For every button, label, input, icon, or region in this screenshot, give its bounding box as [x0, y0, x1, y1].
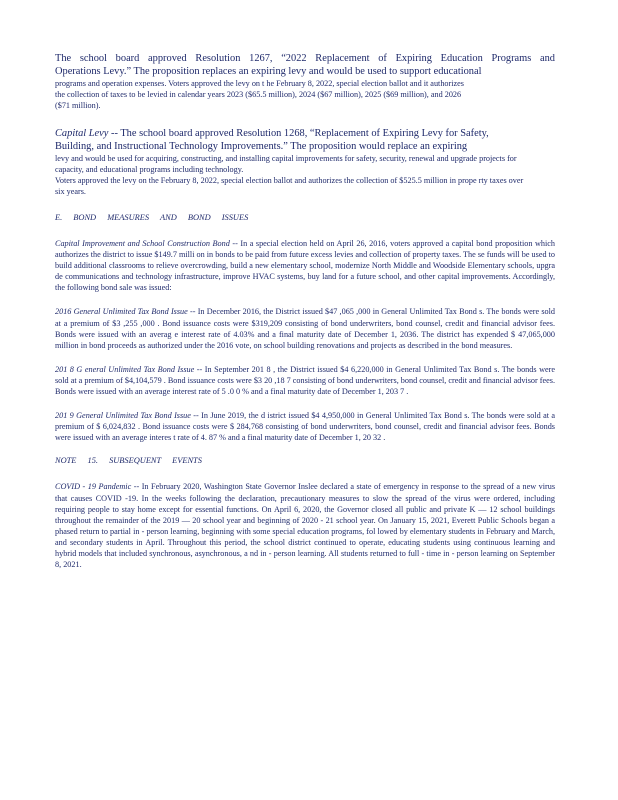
levy-line-1: The school board approved Resolution 1267, “2022 Replacement of Expiring Education Programs and	[55, 53, 555, 64]
capital-levy-lead: Capital Levy	[55, 128, 109, 139]
bond-2016-text: -- In December 2016, the District issued $47 ,065 ,000 in General Unlimited Tax Bond s. The bonds were sold at a premium of $3 ,255 ,000 . Bond issuance costs were $319,209 consisting of bond underwriters, bond counsel, credit and financial advisor fees. Bonds were issued with an averag e interest rate of 4.03% and a final maturity date of December 1, 2036. The district has expended $ 47,065,000 million in bond proceeds as authorized under the 2016 vote, on school building renovations and projects as described in the bond measures.	[55, 307, 555, 350]
bond-intro-lead: Capital Improvement and School Construction Bond	[55, 239, 230, 248]
document-page	[55, 52, 555, 583]
capital-levy-line-2: Building, and Instructional Technology Improvements.” The proposition would replace an expiring	[55, 141, 468, 152]
capital-levy-detail: levy and would be used for acquiring, constructing, and installing capital improvements for safety, security, renewal and upgrade projects for capacity, and educational programs including technology.	[55, 154, 517, 174]
bond-2019-text: -- In June 2019, the d istrict issued $4 4,950,000 in General Unlimited Tax Bond s. The bonds were sold at a premium of $ 6,024,832 . Bond issuance costs were $ 284,768 consisting of bond underwriters, bond counsel, credit and financial advisor fees. Bonds were issued with an average interes t rate of 4. 87 % and a final maturity date of December 1, 20 32 .	[55, 411, 555, 443]
note-15-heading: NOTE 15. SUBSEQUENT EVENTS	[55, 456, 202, 466]
bond-2019-paragraph	[55, 410, 555, 443]
levy-paragraph	[55, 52, 555, 111]
bond-2018-paragraph	[55, 364, 555, 397]
bond-2018-text: -- In September 201 8 , the District issued $4 6,220,000 in General Unlimited Tax Bond s. The bonds were sold at a premium of $4,104,579 . Bond issuance costs were $3 20 ,18 7 consisting of bond underwriters, bond counsel, credit and financial advisor fees. Bonds were issued with an average interest rate of 5 .0 0 % and a final maturity date of December 1, 203 7 .	[55, 364, 555, 397]
bond-2019-lead: 201 9 General Unlimited Tax Bond Issue	[55, 411, 191, 421]
covid-text: -- In February 2020, Washington State Governor Inslee declared a state of emergency in response to the spread of a new virus that causes COVID -19. In the weeks following the declaration, precautionary measures to slow the spread of the virus were ordered, including requiring people to stay home except for essential functions. On April 6, 2020, the Governor closed all public and private K — 12 school buildings throughout the remainder of the 2019 — 20 school year and beginning of 2020 - 21 school year. On January 15, 2021, Everett Public Schools began a phased return to partial in - person learning, beginning with some special education programs, fol lowed by elementary students in February and March, and secondary students in April. Throughout this period, the school district continued to operate, educating students using continuous learning and hybrid models that included synchronous, asynchronous, a nd in - person learning. All students returned to full - time in - person learning on September 8, 2021.	[55, 482, 556, 570]
bond-2016-lead: 2016 General Unlimited Tax Bond Issue	[55, 307, 188, 317]
levy-detail: programs and operation expenses. Voters approved the levy on t he February 8, 2022, special election ballot and it authorizes the collection of taxes to be levied in calendar years 2023 ($65.5 million), 2024 ($67 million), 2025 ($69 million), and 2026 ($71 million).	[55, 79, 464, 110]
bond-2016-paragraph	[55, 306, 555, 350]
levy-line-2: Operations Levy.” The proposition replaces an expiring levy and would be used to support educational	[55, 66, 482, 77]
bond-intro-paragraph	[55, 238, 555, 293]
bond-intro-text: -- In a special election held on April 26, 2016, voters approved a capital bond proposition which authorizes the district to issue $149.7 milli on in bonds to be paid from future excess levies and collection of property taxes. The se funds will be used to build additional classrooms to relieve overcrowding, build a new elementary school, modernize North Middle and Woodside Elementary schools, upgra de communications and technology infrastructure, improve HVAC systems, buy land for a future school, and other capital improvements. Accordingly, the following bond sale was issued:	[55, 239, 555, 293]
capital-levy-detail-2: Voters approved the levy on the February 8, 2022, special election ballot and authorizes the collection of $525.5 million in prope rty taxes over six years.	[55, 176, 524, 196]
bond-2018-lead: 201 8 G eneral Unlimited Tax Bond Issue	[55, 364, 195, 374]
capital-levy-paragraph	[55, 127, 555, 197]
section-e-heading: E. BOND MEASURES AND BOND ISSUES	[55, 213, 249, 222]
covid-paragraph	[55, 481, 555, 570]
covid-lead: COVID - 19 Pandemic	[55, 482, 132, 492]
capital-levy-line-1: -- The school board approved Resolution 1268, “Replacement of Expiring Levy for Safety,	[108, 128, 489, 139]
